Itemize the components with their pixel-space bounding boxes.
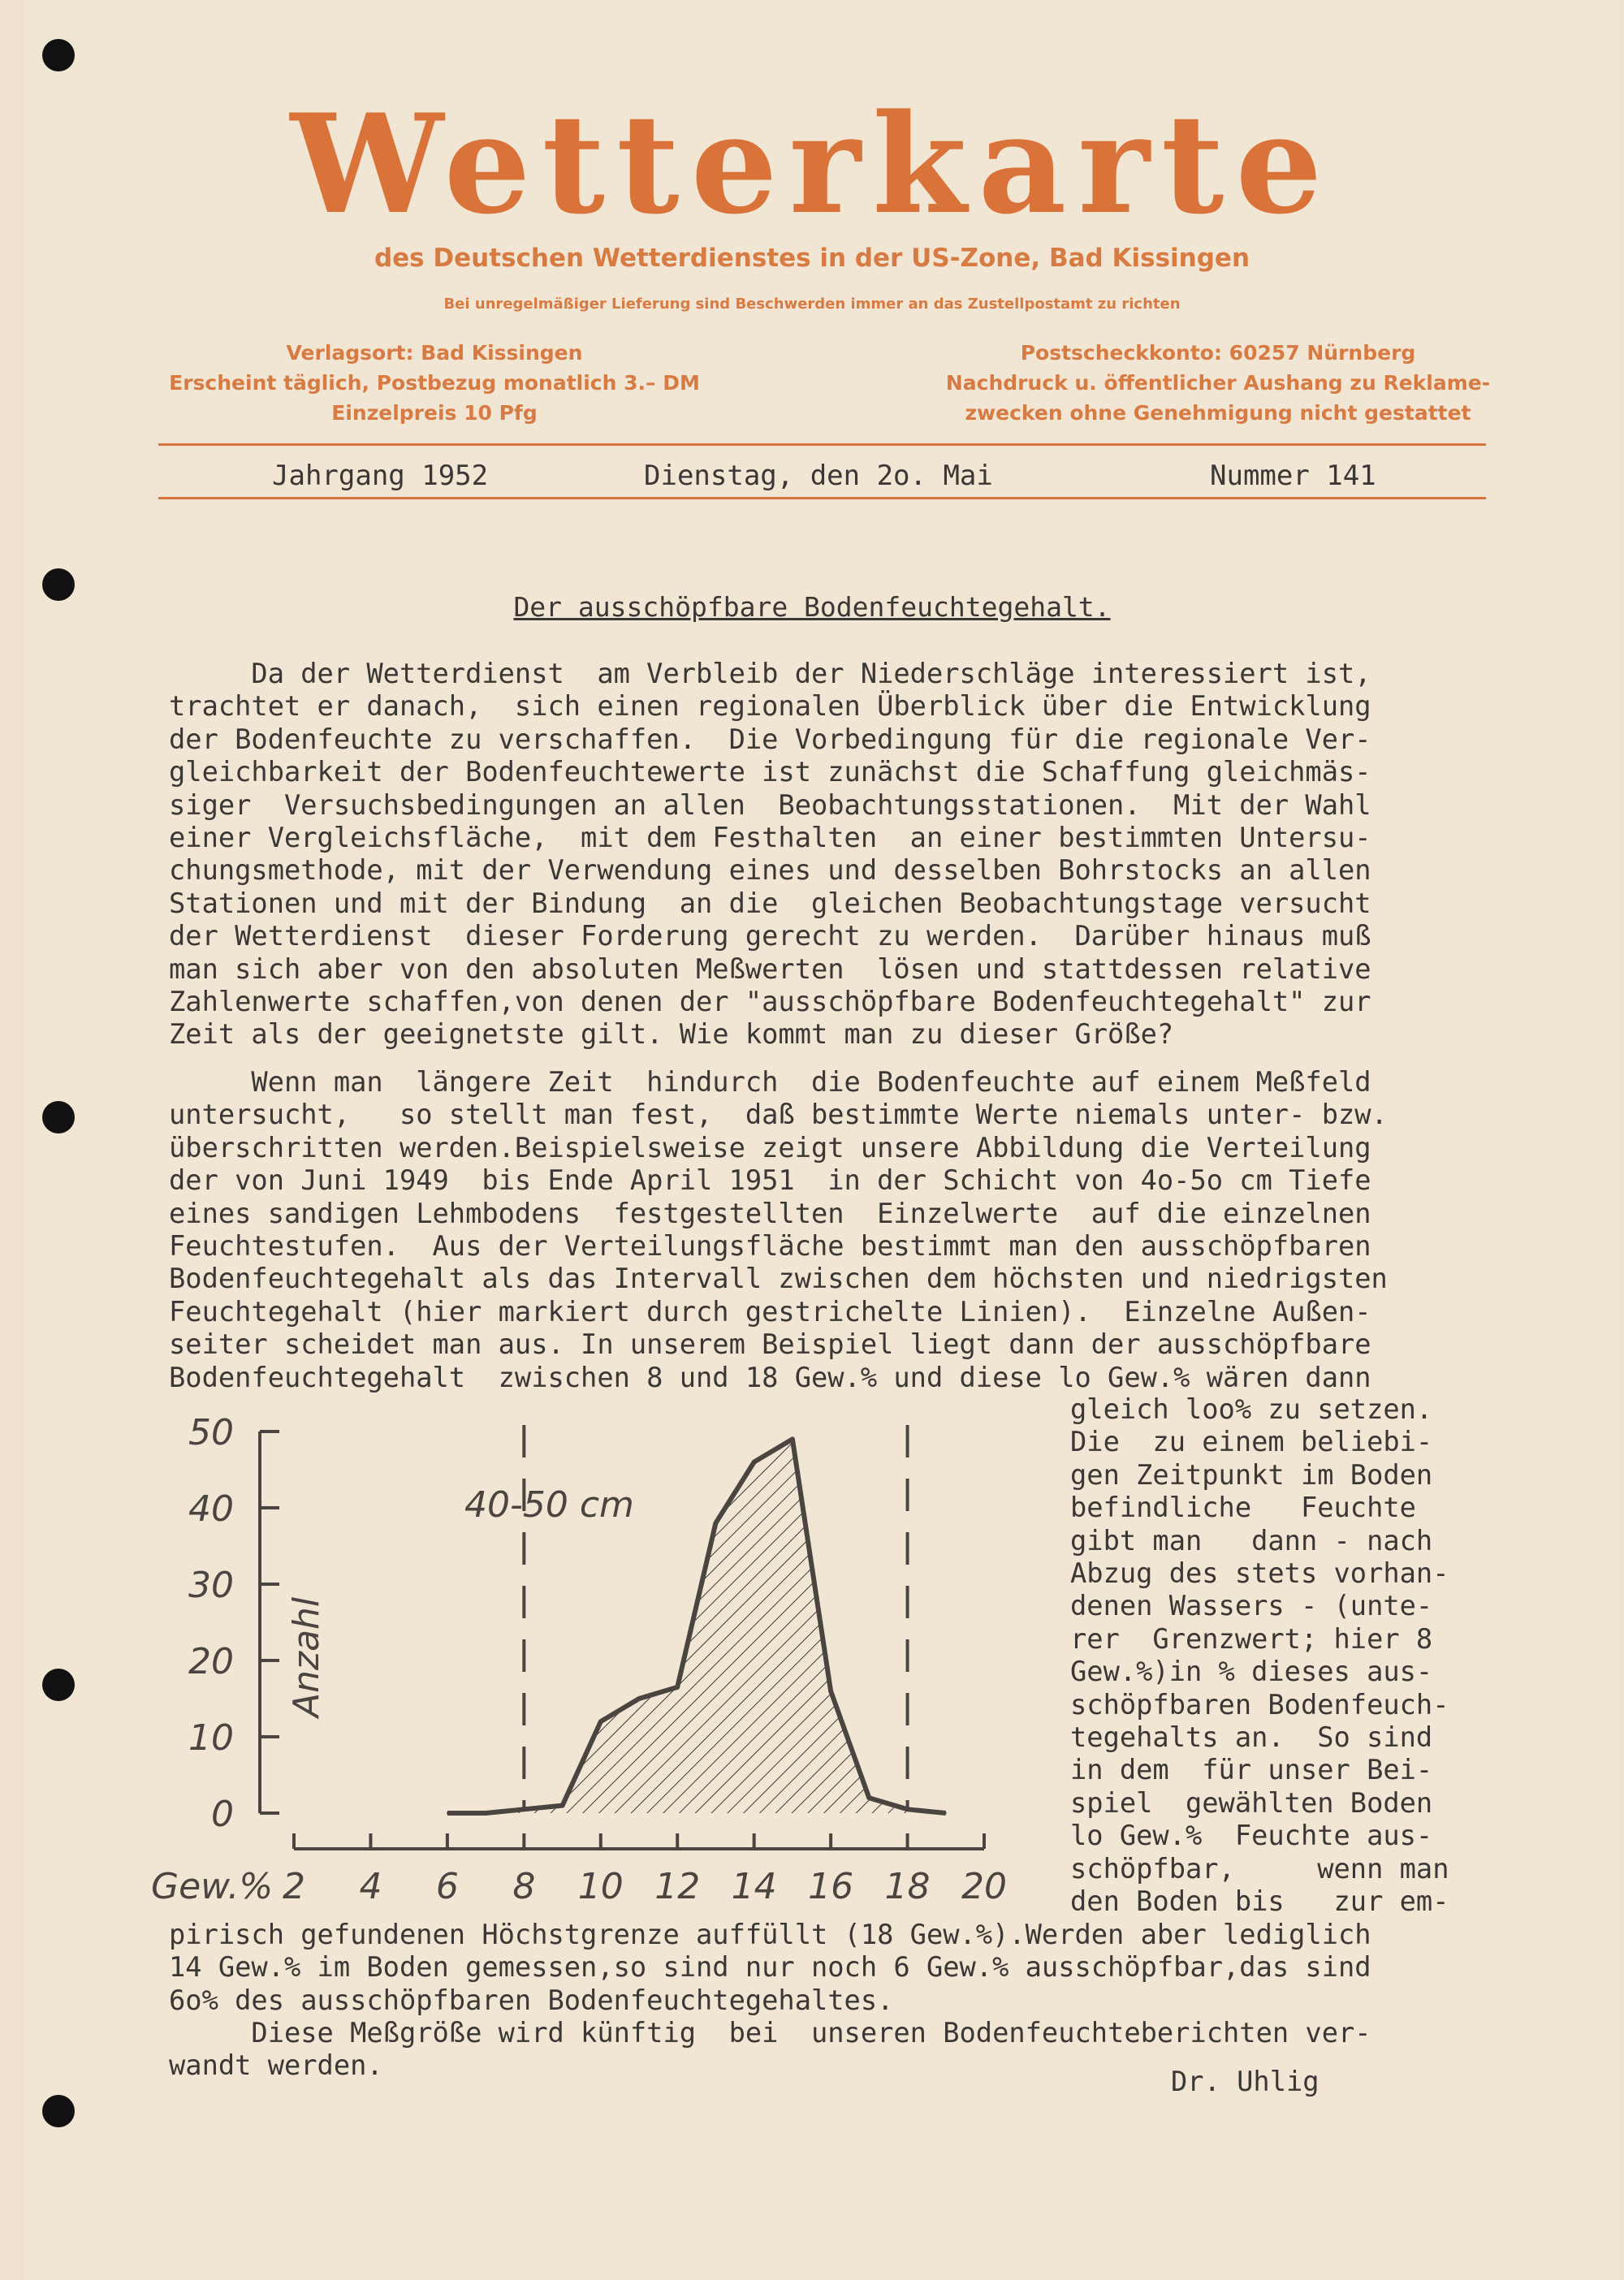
x-axis-label: Gew.%	[151, 1866, 274, 1907]
x-tick-label: 10	[577, 1866, 624, 1907]
masthead-title: Wetterkarte	[290, 84, 1334, 244]
y-tick-label: 10	[188, 1717, 234, 1759]
text-line: untersucht, so stellt man fest, daß bestimmte Werte niemals unter- bzw.	[169, 1099, 1388, 1131]
copyright-line: Nachdruck u. öffentlicher Aushang zu Reklame-	[945, 371, 1491, 395]
text-line: tegehalts an. So sind	[1070, 1721, 1433, 1754]
text-line: gibt man dann - nach	[1070, 1524, 1433, 1557]
data-point	[485, 1812, 486, 1814]
copyright-line: Postscheckkonto: 60257 Nürnberg	[1020, 341, 1416, 365]
issue-volume: Jahrgang 1952	[272, 460, 489, 492]
issue-number: Nummer 141	[1210, 460, 1376, 492]
delivery-note: Bei unregelmäßiger Lieferung sind Beschwerden immer an das Zustellpostamt zu richten	[443, 296, 1181, 313]
text-line: pirisch gefundenen Höchstgrenze auffüllt (18 Gew.%).Werden aber lediglich	[169, 1919, 1371, 1950]
data-point	[638, 1698, 640, 1699]
masthead-subtitle: des Deutschen Wetterdienstes in der US-Zone, Bad Kissingen	[374, 244, 1250, 273]
text-line: wandt werden.	[169, 2049, 383, 2082]
publisher-line: Erscheint täglich, Postbezug monatlich 3.– DM	[169, 371, 700, 395]
text-line: chungsmethode, mit der Verwendung eines und desselben Bohrstocks an allen	[169, 854, 1371, 887]
publisher-line: Verlagsort: Bad Kissingen	[286, 341, 583, 365]
text-line: lo Gew.% Feuchte aus-	[1070, 1820, 1433, 1852]
data-point	[792, 1438, 793, 1440]
data-point	[945, 1812, 947, 1814]
text-line: Stationen und mit der Bindung an die gleichen Beobachtungstage versucht	[169, 887, 1371, 919]
text-line: überschritten werden.Beispielsweise zeigt unsere Abbildung die Verteilung	[169, 1131, 1371, 1164]
article-heading-text: Der ausschöpfbare Bodenfeuchtegehalt.	[513, 591, 1111, 623]
text-line: Abzug des stets vorhan-	[1070, 1557, 1449, 1590]
text-line: Da der Wetterdienst am Verbleib der Niederschläge interessiert ist,	[169, 658, 1371, 689]
text-line: Wenn man längere Zeit hindurch die Bodenfeuchte auf einem Meßfeld	[169, 1066, 1371, 1098]
x-tick-label: 8	[512, 1866, 536, 1907]
copyright-line: zwecken ohne Genehmigung nicht gestattet	[965, 401, 1471, 425]
data-point	[830, 1691, 831, 1692]
publisher-line: Einzelpreis 10 Pfg	[331, 401, 538, 425]
x-tick-label: 4	[359, 1866, 382, 1907]
text-line: Zeit als der geeignetste gilt. Wie kommt man zu dieser Größe?	[169, 1018, 1174, 1051]
data-point	[447, 1812, 448, 1814]
y-tick-label: 50	[188, 1412, 234, 1453]
text-line: spiel gewählten Boden	[1070, 1786, 1433, 1819]
text-line: einer Vergleichsfläche, mit dem Festhalten an einer bestimmten Untersu-	[169, 822, 1371, 854]
data-point	[754, 1462, 755, 1463]
y-tick-label: 30	[188, 1565, 234, 1606]
data-point	[676, 1686, 678, 1688]
text-line: siger Versuchsbedingungen an allen Beobachtungsstationen. Mit der Wahl	[169, 788, 1371, 821]
x-tick-label: 16	[808, 1866, 854, 1907]
text-line: gen Zeitpunkt im Boden	[1070, 1458, 1433, 1491]
text-line: eines sandigen Lehmbodens festgestellten Einzelwerte auf die einzelnen	[169, 1197, 1371, 1229]
text-line: 14 Gew.% im Boden gemessen,so sind nur noch 6 Gew.% ausschöpfbar,das sind	[169, 1951, 1371, 1984]
text-line: Bodenfeuchtegehalt zwischen 8 und 18 Gew.% und diese lo Gew.% wären dann	[169, 1361, 1371, 1393]
text-line: Die zu einem beliebi-	[1070, 1426, 1433, 1458]
chart-title: 40-50 cm	[464, 1484, 634, 1526]
y-tick-label: 20	[188, 1641, 234, 1682]
text-line: der Wetterdienst dieser Forderung gerecht zu werden. Darüber hinaus muß	[169, 920, 1371, 952]
text-line: der von Juni 1949 bis Ende April 1951 in der Schicht von 4o-5o cm Tiefe	[169, 1164, 1371, 1197]
data-point	[715, 1522, 716, 1524]
x-tick-label: 6	[435, 1866, 459, 1907]
data-point	[562, 1805, 564, 1807]
text-line: der Bodenfeuchte zu verschaffen. Die Vorbedingung für die regionale Ver-	[169, 723, 1371, 755]
data-point	[523, 1808, 525, 1810]
author: Dr. Uhlig	[1171, 2066, 1320, 2097]
text-line: Gew.%)in % dieses aus-	[1070, 1656, 1433, 1688]
text-line: man sich aber von den absoluten Meßwerten lösen und stattdessen relative	[169, 952, 1371, 985]
text-line: Feuchtestufen. Aus der Verteilungsfläche bestimmt man den ausschöpfbaren	[169, 1230, 1371, 1263]
data-point	[600, 1721, 602, 1722]
text-line: den Boden bis zur em-	[1070, 1885, 1449, 1918]
issue-date: Dienstag, den 2o. Mai	[644, 460, 993, 492]
text-line: denen Wassers - (unte-	[1070, 1590, 1433, 1622]
text-line: gleichbarkeit der Bodenfeuchtewerte ist zunächst die Schaffung gleichmäs-	[169, 756, 1371, 788]
y-tick-label: 40	[188, 1488, 234, 1530]
text-line: gleich loo% zu setzen.	[1070, 1393, 1433, 1425]
text-line: seiter scheidet man aus. In unserem Beispiel liegt dann der ausschöpfbare	[169, 1328, 1371, 1361]
data-point	[868, 1797, 870, 1799]
x-tick-label: 14	[731, 1866, 777, 1907]
text-line: Diese Meßgröße wird künftig bei unseren Bodenfeuchteberichten ver-	[169, 2017, 1371, 2049]
text-line: 6o% des ausschöpfbaren Bodenfeuchtegehaltes.	[169, 1984, 894, 2016]
y-axis-label: Anzahl	[286, 1596, 327, 1717]
text-line: rer Grenzwert; hier 8	[1070, 1622, 1433, 1655]
x-tick-label: 12	[654, 1866, 701, 1907]
x-tick-label: 18	[884, 1866, 931, 1907]
text-line: schöpfbar, wenn man	[1070, 1852, 1449, 1885]
y-tick-label: 0	[211, 1794, 234, 1835]
text-line: trachtet er danach, sich einen regionalen Überblick über die Entwicklung	[169, 690, 1371, 723]
text-line: schöpfbaren Bodenfeuch-	[1070, 1688, 1449, 1721]
data-point	[907, 1808, 909, 1810]
text-line: Zahlenwerte schaffen,von denen der "ausschöpfbare Bodenfeuchtegehalt" zur	[169, 986, 1371, 1018]
x-tick-label: 2	[283, 1866, 305, 1907]
text-line: in dem für unser Bei-	[1070, 1754, 1433, 1786]
text-line: Bodenfeuchtegehalt als das Intervall zwischen dem höchsten und niedrigsten	[169, 1263, 1388, 1295]
text-line: befindliche Feuchte	[1070, 1492, 1416, 1524]
text-line: Feuchtegehalt (hier markiert durch gestrichelte Linien). Einzelne Außen-	[169, 1295, 1371, 1328]
x-tick-label: 20	[961, 1866, 1007, 1907]
